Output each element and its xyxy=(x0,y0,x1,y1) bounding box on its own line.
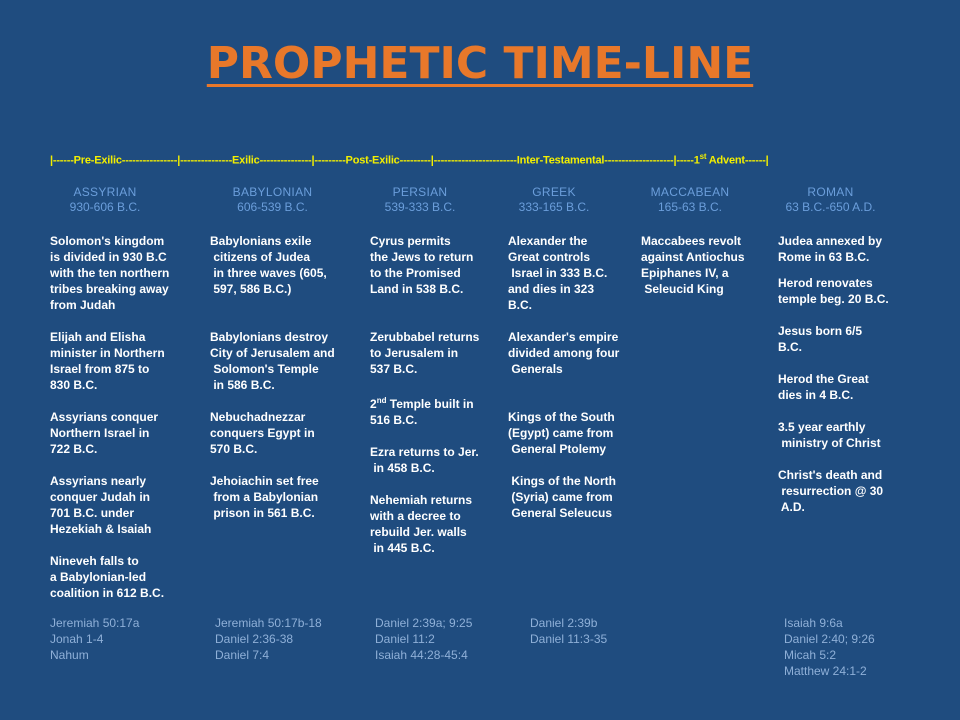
page-title: PROPHETIC TIME-LINE xyxy=(206,38,754,89)
era-dates: 63 B.C.-650 A.D. xyxy=(785,200,876,214)
timeline-sup: st xyxy=(699,152,707,161)
column-maccabean xyxy=(641,185,771,313)
era-header xyxy=(641,185,739,215)
event-text: 2nd Temple built in 516 B.C. xyxy=(370,396,474,427)
scripture-refs: Daniel 2:39b Daniel 11:3-35 xyxy=(530,616,608,646)
event-text: Alexander the Great controls Israel in 333 B.C. and dies in 323 B.C. xyxy=(508,234,608,312)
column-babylonian xyxy=(210,185,365,537)
event-text: Christ's death and resurrection @ 30 A.D. xyxy=(778,468,884,514)
era-name: BABYLONIAN xyxy=(232,185,313,199)
event-text: Maccabees revolt against Antiochus Epiphanes IV, a Seleucid King xyxy=(641,234,745,296)
timeline-text: |------Pre-Exilic----------------|---------------Exilic---------------|---------Post-Exilic---------|------------------------Inter-Testamental--------------------|-----1 xyxy=(50,154,700,167)
event-text: Zerubbabel returns to Jerusalem in 537 B.C. xyxy=(370,330,480,376)
era-header xyxy=(50,185,160,215)
event-text: Babylonians exile citizens of Judea in three waves (605, 597, 586 B.C.) xyxy=(210,234,327,296)
era-name: ASSYRIAN xyxy=(73,185,137,199)
scripture-refs: Isaiah 9:6a Daniel 2:40; 9:26 Micah 5:2 Matthew 24:1-2 xyxy=(784,616,875,678)
event-text: Judea annexed by Rome in 63 B.C. xyxy=(778,234,883,264)
event-text: Assyrians conquer Northern Israel in 722 B.C. xyxy=(50,410,159,456)
event-text: Nebuchadnezzar conquers Egypt in 570 B.C. xyxy=(210,410,315,456)
event-text: Kings of the South (Egypt) came from General Ptolemy xyxy=(508,410,615,456)
event-text: Jehoiachin set free from a Babylonian prison in 561 B.C. xyxy=(210,474,319,520)
ordinal-suffix: nd xyxy=(376,396,387,405)
event-text: Jesus born 6/5 B.C. xyxy=(778,324,863,354)
scripture-refs: Daniel 2:39a; 9:25 Daniel 11:2 Isaiah 44:28-45:4 xyxy=(375,616,473,662)
era-dates: 930-606 B.C. xyxy=(69,200,141,214)
era-dates: 606-539 B.C. xyxy=(237,200,308,214)
event-text: Alexander's empire divided among four Generals xyxy=(508,330,620,376)
event-text: Herod the Great dies in 4 B.C. xyxy=(778,372,869,402)
event-text: Kings of the North (Syria) came from General Seleucus xyxy=(511,474,616,520)
era-name: MACCABEAN xyxy=(650,185,730,199)
event-text: Babylonians destroy City of Jerusalem and Solomon's Temple in 586 B.C. xyxy=(210,330,335,392)
event-text: Nehemiah returns with a decree to rebuild Jer. walls in 445 B.C. xyxy=(370,493,473,555)
timeline-tail: Advent------| xyxy=(706,154,769,167)
event-text: Ezra returns to Jer. in 458 B.C. xyxy=(370,445,479,475)
event-text: Nineveh falls to a Babylonian-led coalition in 612 B.C. xyxy=(50,554,165,600)
era-header xyxy=(508,185,600,215)
era-dates: 165-63 B.C. xyxy=(657,200,723,214)
scripture-refs: Jeremiah 50:17a Jonah 1-4 Nahum xyxy=(50,616,140,662)
column-roman xyxy=(778,185,928,531)
era-name: ROMAN xyxy=(807,185,854,199)
column-persian xyxy=(370,185,505,572)
era-header xyxy=(778,185,883,215)
event-text: 3.5 year earthly ministry of Christ xyxy=(778,420,881,450)
timeline-bar xyxy=(50,152,910,167)
column-assyrian xyxy=(50,185,200,617)
scripture-refs: Jeremiah 50:17b-18 Daniel 2:36-38 Daniel 7:4 xyxy=(215,616,322,662)
event-text: Herod renovates temple beg. 20 B.C. xyxy=(778,276,889,306)
era-name: GREEK xyxy=(532,185,576,199)
event-text: Assyrians nearly conquer Judah in 701 B.C. under Hezekiah & Isaiah xyxy=(50,474,152,536)
event-text: Solomon's kingdom is divided in 930 B.C with the ten northern tribes breaking away from Judah xyxy=(50,234,170,312)
era-name: PERSIAN xyxy=(392,185,448,199)
era-header xyxy=(210,185,335,215)
event-text: Elijah and Elisha minister in Northern Israel from 875 to 830 B.C. xyxy=(50,330,165,392)
era-dates: 333-165 B.C. xyxy=(518,200,590,214)
column-greek xyxy=(508,185,638,537)
era-header xyxy=(370,185,470,215)
era-dates: 539-333 B.C. xyxy=(384,200,456,214)
event-text: Cyrus permits the Jews to return to the Promised Land in 538 B.C. xyxy=(370,234,474,296)
